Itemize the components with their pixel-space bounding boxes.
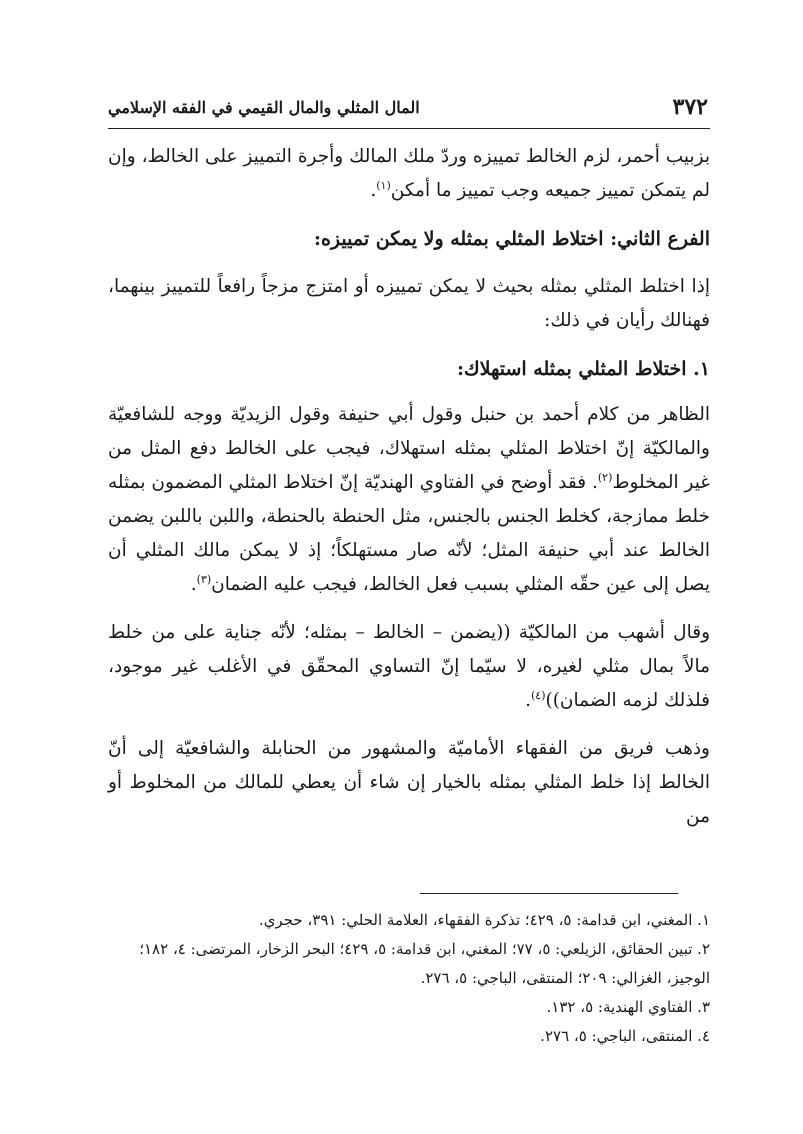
paragraph-5: وذهب فريق من الفقهاء الأماميّة والمشهور من الحنابلة والشافعيّة إلى أنّ الخالط إذا خلط المثلي بمثله بالخيار إن شاء أن يعطي للمالك من المخلوط أو من xyxy=(108,738,710,827)
footnote-ref-4: (٤) xyxy=(530,688,546,702)
footnotes xyxy=(108,906,710,1051)
footnote-ref-1: (١) xyxy=(376,178,391,192)
paragraph-1: بزبيب أحمر، لزم الخالط تمييزه وردّ ملك المالك وأجرة التمييز على الخالط، وإن لم يتمكن تمييز جميعه وجب تمييز ما أمكن$^{(١)}$. xyxy=(108,146,710,201)
subsection-heading-1: ١. اختلاط المثلي بمثله استهلاك: xyxy=(456,358,710,380)
main-text xyxy=(108,140,710,834)
paragraph-4: وقال أشهب من المالكيّة ((يضمن – الخالط – بمثله؛ لأنّه جناية على من خلط مالاً بمال مثلي لغيره، لا سيّما إنّ التساوي المحقّق في الأغلب غير موجود، فلذلك لزمه الضمان))$^{(٤)}$. xyxy=(108,622,710,711)
paragraph-3: الظاهر من كلام أحمد بن حنبل وقول أبي حنيفة وقول الزيديّة ووجه للشافعيّة والمالكيّة إنّ اختلاط المثلي بمثله استهلاك، فيجب على الخالط دفع المثل من غير المخلوط$^{(٢)}$. فقد أوضح في الفتاوي الهنديّة إنّ اختلاط المثلي المضمون بمثله خلط ممازجة، كخلط الجنس بالجنس، مثل الحنطة بالحنطة، واللبن باللبن يضمن الخالط عند أبي حنيفة المثل؛ لأنّه صار مستهلكاً؛ إذ لا يمكن مالك المثلي أن يصل إلى عين حقّه المثلي بسبب فعل الخالط، فيجب عليه الضمان$^{(٣)}$. xyxy=(108,404,710,595)
paragraph-2: إذا اختلط المثلي بمثله بحيث لا يمكن تمييزه أو امتزج مزجاً رافعاً للتمييز بينهما، فهنالك رأيان في ذلك: xyxy=(108,276,710,331)
section-heading-branch-two: الفرع الثاني: اختلاط المثلي بمثله ولا يمكن تمييزه: xyxy=(313,228,710,250)
header-rule xyxy=(108,128,710,129)
footnote: ١. المغني، ابن قدامة: ٥، ٤٢٩؛ تذكرة الفقهاء، العلامة الحلي: ٣٩١، حجري. xyxy=(258,911,710,929)
footnote: ٤. المنتقى، الباجي: ٥، ٢٧٦. xyxy=(540,1027,710,1045)
footnote-separator xyxy=(420,893,678,894)
page-header xyxy=(108,92,708,126)
footnote: ٣. الفتاوي الهندية: ٥، ١٣٢. xyxy=(546,998,710,1016)
running-title: المال المثلي والمال القيمي في الفقه الإسلامي xyxy=(108,98,420,117)
page-number: ٣٧٢ xyxy=(672,94,708,120)
footnote-ref-2: (٢) xyxy=(597,470,613,484)
footnote: ٢. تبين الحقائق، الزيلعي: ٥، ٧٧؛ المغني، ابن قدامة: ٥، ٤٢٩؛ البحر الزخار، المرتضى: ٤، ١٨٢؛ الوجيز، الغزالي: ٢٠٩؛ المنتقى، الباجي: ٥، ٢٧٦. xyxy=(139,940,710,987)
footnote-ref-3: (٣) xyxy=(196,572,212,586)
